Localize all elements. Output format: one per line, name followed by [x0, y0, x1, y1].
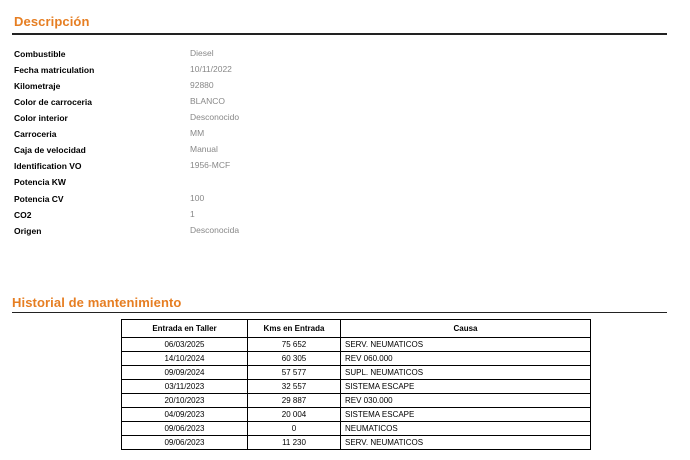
- cause-cell: SERV. NEUMATICOS: [341, 338, 591, 352]
- spec-value: Desconocida: [190, 225, 240, 235]
- history-title: Historial de mantenimiento: [12, 295, 182, 310]
- spec-label: Combustible: [14, 49, 66, 59]
- spec-value: BLANCO: [190, 96, 225, 106]
- entry-date-cell: 14/10/2024: [122, 352, 248, 366]
- spec-value: MM: [190, 128, 205, 138]
- spec-value: Desconocido: [190, 112, 240, 122]
- table-row: [122, 394, 591, 408]
- entry-date-cell: 04/09/2023: [122, 408, 248, 422]
- spec-value: 1956-MCF: [190, 160, 231, 170]
- cause-cell: SUPL. NEUMATICOS: [341, 366, 591, 380]
- kms-cell: 20 004: [248, 408, 341, 422]
- column-header-cause: Causa: [341, 320, 591, 338]
- spec-value: 92880: [190, 80, 214, 90]
- table-row: [122, 422, 591, 436]
- spec-label: Identification VO: [14, 161, 82, 171]
- spec-label: Potencia CV: [14, 194, 64, 204]
- spec-label: Origen: [14, 226, 42, 236]
- table-row: [122, 338, 591, 352]
- spec-label: Color interior: [14, 113, 68, 123]
- cause-cell: REV 060.000: [341, 352, 591, 366]
- spec-value: Manual: [190, 144, 218, 154]
- spec-label: Potencia KW: [14, 177, 66, 187]
- description-title: Descripción: [14, 14, 90, 29]
- entry-date-cell: 09/09/2024: [122, 366, 248, 380]
- spec-label: Carroceria: [14, 129, 57, 139]
- kms-cell: 75 652: [248, 338, 341, 352]
- table-row: [122, 366, 591, 380]
- spec-label: Caja de velocidad: [14, 145, 86, 155]
- entry-date-cell: 20/10/2023: [122, 394, 248, 408]
- entry-date-cell: 03/11/2023: [122, 380, 248, 394]
- kms-cell: 11 230: [248, 436, 341, 450]
- kms-cell: 57 577: [248, 366, 341, 380]
- kms-cell: 0: [248, 422, 341, 436]
- description-divider: [12, 33, 667, 35]
- entry-date-cell: 06/03/2025: [122, 338, 248, 352]
- spec-value: Diesel: [190, 48, 214, 58]
- entry-date-cell: 09/06/2023: [122, 436, 248, 450]
- spec-value: 100: [190, 193, 205, 203]
- cause-cell: SISTEMA ESCAPE: [341, 408, 591, 422]
- kms-cell: 32 557: [248, 380, 341, 394]
- table-row: [122, 408, 591, 422]
- maintenance-history-table: [121, 319, 591, 450]
- cause-cell: REV 030.000: [341, 394, 591, 408]
- spec-value: 10/11/2022: [190, 64, 232, 74]
- column-header-entry-date: Entrada en Taller: [122, 320, 248, 338]
- spec-label: Kilometraje: [14, 81, 61, 91]
- table-row: [122, 380, 591, 394]
- column-header-kms: Kms en Entrada: [248, 320, 341, 338]
- kms-cell: 60 305: [248, 352, 341, 366]
- kms-cell: 29 887: [248, 394, 341, 408]
- entry-date-cell: 09/06/2023: [122, 422, 248, 436]
- spec-label: CO2: [14, 210, 32, 220]
- spec-label: Fecha matriculation: [14, 65, 95, 75]
- cause-cell: NEUMATICOS: [341, 422, 591, 436]
- table-row: [122, 352, 591, 366]
- cause-cell: SISTEMA ESCAPE: [341, 380, 591, 394]
- spec-value: 1: [190, 209, 195, 219]
- table-header-row: [122, 320, 591, 338]
- table-row: [122, 436, 591, 450]
- history-divider: [12, 312, 667, 313]
- spec-label: Color de carroceria: [14, 97, 92, 107]
- cause-cell: SERV. NEUMATICOS: [341, 436, 591, 450]
